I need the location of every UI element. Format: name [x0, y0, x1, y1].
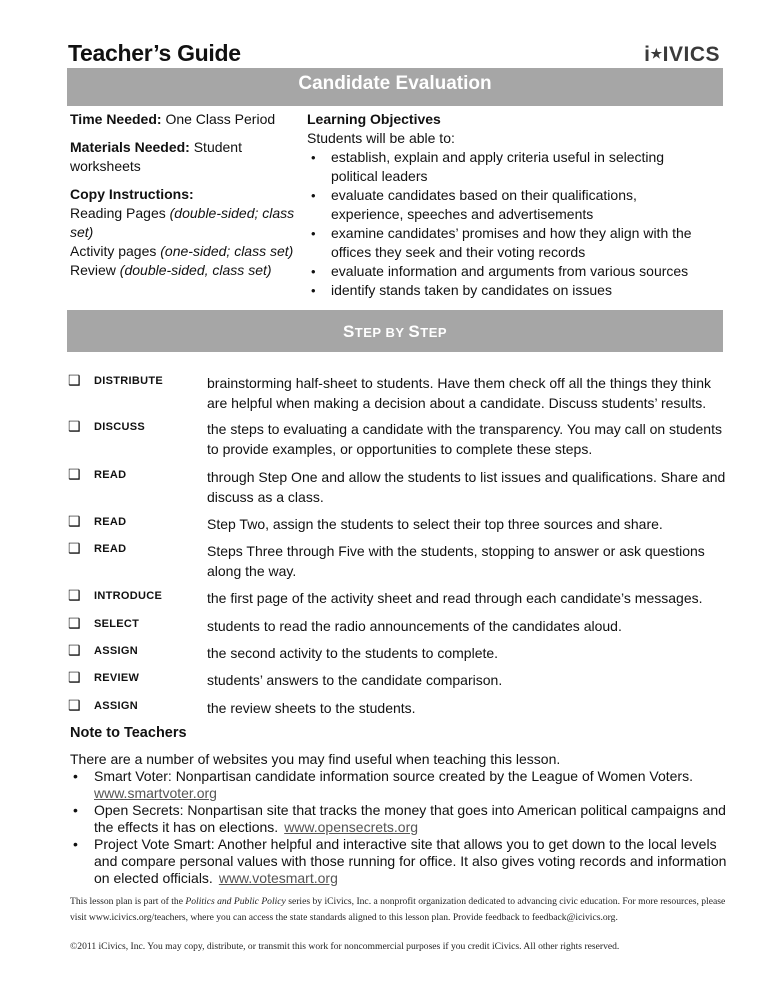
- resource-item: • Smart Voter: Nonpartisan candidate information source created by the League of Women Voters. www.smartvoter.org: [70, 768, 730, 802]
- resource-list: [70, 768, 730, 887]
- resource-item: • Open Secrets: Nonpartisan site that tracks the money that goes into American political campaigns and the effects it has on elections. www.opensecrets.org: [70, 802, 730, 836]
- checkbox-icon[interactable]: ❑: [68, 587, 81, 603]
- materials-needed: Materials Needed: Student worksheets: [70, 139, 242, 174]
- step-verb: READ: [94, 543, 127, 555]
- reading-pages: Reading Pages (double-sided; class set): [70, 205, 295, 240]
- step-verb: READ: [94, 516, 127, 528]
- step-verb: REVIEW: [94, 672, 140, 684]
- footer-note: This lesson plan is part of the Politics and Public Policy series by iCivics, Inc. a nonprofit organization dedicated to advancing civic education. For more resources, please visit www.icivics.org/teachers, where you can access the state standards aligned to this lesson plan. Provide feedback to feedback@icivics.org.: [70, 896, 726, 923]
- lesson-info: [70, 110, 298, 280]
- objectives-intro: Students will be able to:: [307, 130, 455, 146]
- step-verb: ASSIGN: [94, 645, 138, 657]
- step-text: Steps Three through Five with the students, stopping to answer or ask questions along the way.: [207, 543, 705, 579]
- lesson-title-band: Candidate Evaluation: [67, 68, 723, 106]
- note-intro: There are a number of websites you may find useful when teaching this lesson.: [70, 751, 561, 767]
- page-title: Teacher’s Guide: [68, 40, 241, 66]
- step-text: Step Two, assign the students to select their top three sources and share.: [207, 516, 663, 532]
- objectives-list: [307, 148, 727, 300]
- objectives-heading: Learning Objectives: [307, 111, 441, 127]
- step-verb: READ: [94, 469, 127, 481]
- resource-item: • Project Vote Smart: Another helpful and interactive site that allows you to get down to the local levels and compare personal values with those running for office. It also gives voting records and information on elected officials. www.votesmart.org: [70, 836, 730, 887]
- icivics-logo: [644, 43, 720, 67]
- star-icon: ★: [650, 46, 663, 61]
- objective-item: • examine candidates’ promises and how they align with the offices they seek and their voting records: [307, 224, 727, 262]
- logo-i: i: [644, 43, 651, 66]
- step-by-step-band: STEP BY STEP: [67, 310, 723, 352]
- resource-link[interactable]: www.opensecrets.org: [284, 819, 419, 835]
- checkbox-icon[interactable]: ❑: [68, 697, 81, 713]
- step-verb: ASSIGN: [94, 700, 138, 712]
- step-text: students’ answers to the candidate comparison.: [207, 672, 503, 688]
- checkbox-icon[interactable]: ❑: [68, 372, 81, 388]
- step-verb: INTRODUCE: [94, 590, 163, 602]
- note-heading: Note to Teachers: [70, 725, 187, 741]
- step-verb: DISCUSS: [94, 421, 145, 433]
- step-text: brainstorming half-sheet to students. Have them check off all the things they think are helpful when making a decision about a candidate. Discuss students’ results.: [207, 375, 712, 411]
- step-verb: SELECT: [94, 618, 140, 630]
- step-text: the second activity to the students to complete.: [207, 645, 499, 661]
- time-needed: Time Needed: One Class Period: [70, 111, 276, 127]
- objective-item: • establish, explain and apply criteria useful in selecting political leaders: [307, 148, 727, 186]
- checkbox-icon[interactable]: ❑: [68, 418, 81, 434]
- objective-item: • identify stands taken by candidates on issues: [307, 281, 727, 300]
- step-text: the first page of the activity sheet and read through each candidate’s messages.: [207, 590, 703, 606]
- activity-pages: Activity pages (one-sided; class set): [70, 243, 294, 259]
- checkbox-icon[interactable]: ❑: [68, 669, 81, 685]
- checkbox-icon[interactable]: ❑: [68, 642, 81, 658]
- copy-instructions-label: Copy Instructions:: [70, 186, 194, 202]
- review-pages: Review (double-sided, class set): [70, 262, 272, 278]
- step-text: through Step One and allow the students to list issues and qualifications. Share and discuss as a class.: [207, 469, 726, 505]
- objective-item: • evaluate candidates based on their qualifications, experience, speeches and advertisements: [307, 186, 727, 224]
- step-verb: DISTRIBUTE: [94, 375, 163, 387]
- checkbox-icon[interactable]: ❑: [68, 466, 81, 482]
- copyright: ©2011 iCivics, Inc. You may copy, distribute, or transmit this work for noncommercial purposes if you credit iCivics. All other rights reserved.: [70, 941, 620, 952]
- step-text: the steps to evaluating a candidate with the transparency. You may call on students to provide examples, or opportunities to complete these steps.: [207, 421, 722, 457]
- resource-link[interactable]: www.smartvoter.org: [94, 785, 217, 801]
- resource-link[interactable]: www.votesmart.org: [218, 870, 338, 886]
- checkbox-icon[interactable]: ❑: [68, 615, 81, 631]
- step-text: the review sheets to the students.: [207, 700, 416, 716]
- learning-objectives: [307, 110, 727, 300]
- checkbox-icon[interactable]: ❑: [68, 540, 81, 556]
- objective-item: • evaluate information and arguments from various sources: [307, 262, 727, 281]
- logo-text: IVICS: [662, 43, 720, 66]
- checkbox-icon[interactable]: ❑: [68, 513, 81, 529]
- step-text: students to read the radio announcements of the candidates aloud.: [207, 618, 622, 634]
